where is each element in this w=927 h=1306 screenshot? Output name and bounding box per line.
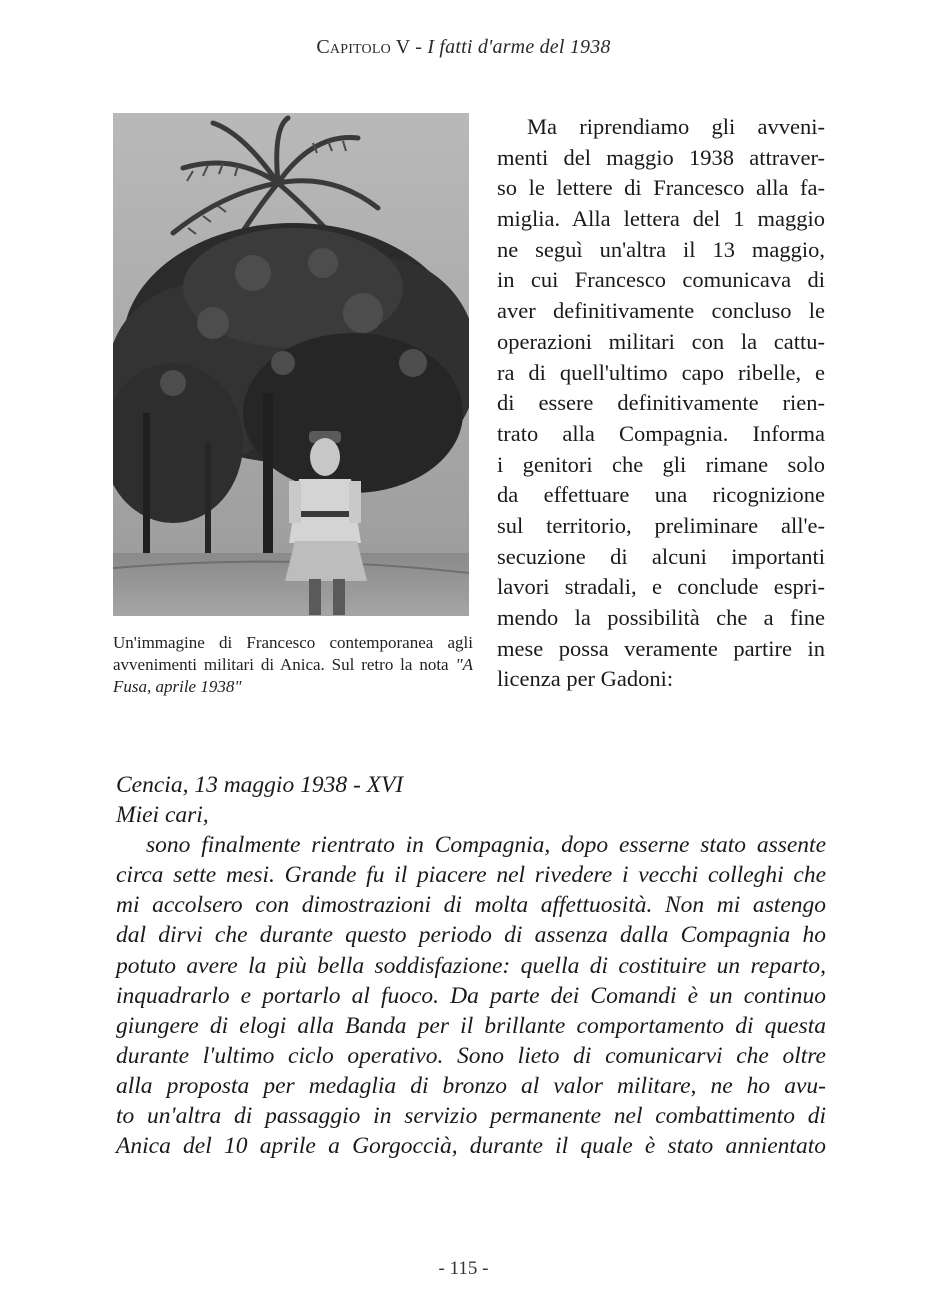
- letter-line: potuto avere la più bella soddisfazione: quella di costituire un reparto,: [116, 952, 826, 979]
- letter-dateline: Cencia, 13 maggio 1938 - XVI: [116, 772, 404, 798]
- paragraph-line: so le lettere di Francesco alla fa-: [497, 175, 825, 201]
- caption-quote: "A Fusa, aprile 1938": [113, 655, 473, 696]
- paragraph-line: miglia. Alla lettera del 1 maggio: [497, 206, 825, 232]
- letter-line: durante l'ultimo ciclo operativo. Sono lieto di comunicarvi che oltre: [116, 1042, 826, 1069]
- paragraph-line: mese possa veramente partire in: [497, 635, 825, 661]
- chapter-title: I fatti d'arme del 1938: [427, 36, 611, 58]
- paragraph-line: menti del maggio 1938 attraver-: [497, 144, 825, 170]
- page-number: - 115 -: [438, 1258, 489, 1279]
- photograph: [113, 113, 469, 616]
- paragraph-line: i genitori che gli rimane solo: [497, 451, 825, 477]
- letter-salutation: Miei cari,: [116, 802, 209, 829]
- paragraph-line: ra di quell'ultimo capo ribelle, e: [497, 359, 825, 385]
- quoted-letter: [116, 770, 826, 1161]
- caption-text: Un'immagine di Francesco contemporanea agli avvenimenti militari di Anica. Sul retro la nota: [113, 633, 473, 674]
- paragraph-line: ne seguì un'altra il 13 maggio,: [497, 236, 825, 262]
- letter-line: alla proposta per medaglia di bronzo al valor militare, ne ho avu-: [116, 1072, 826, 1099]
- letter-line: giungere di elogi alla Banda per il brillante comportamento di questa: [116, 1012, 826, 1039]
- letter-line: to un'altra di passaggio in servizio permanente nel combattimento di: [116, 1103, 826, 1130]
- paragraph-line: di essere definitivamente rien-: [497, 390, 825, 416]
- paragraph-line: operazioni militari con la cattu-: [497, 328, 825, 354]
- letter-line: mi accolsero con dimostrazioni di molta affettuosità. Non mi astengo: [116, 892, 826, 919]
- paragraph-line: trato alla Compagnia. Informa: [497, 420, 825, 446]
- paragraph-line: lavori stradali, e conclude espri-: [497, 574, 825, 600]
- paragraph-line: in cui Francesco comunicava di: [497, 267, 825, 293]
- letter-line: circa sette mesi. Grande fu il piacere nel rivedere i vecchi colleghi che: [116, 862, 826, 889]
- paragraph-line: aver definitivamente concluso le: [497, 298, 825, 324]
- running-header: [0, 36, 927, 59]
- letter-line: Anica del 10 aprile a Gorgoccià, durante il quale è stato annientato: [116, 1133, 826, 1160]
- paragraph-line: Ma riprendiamo gli avveni-: [527, 114, 825, 139]
- letter-line: sono finalmente rientrato in Compagnia, dopo esserne stato assente: [146, 832, 826, 859]
- paragraph-line: secuzione di alcuni importanti: [497, 543, 825, 569]
- letter-line: inquadrarlo e portarlo al fuoco. Da parte dei Comandi è un continuo: [116, 982, 826, 1009]
- photograph-of-man-under-palm-tree-icon: [113, 113, 469, 616]
- photo-caption: [113, 632, 473, 698]
- body-paragraph: [497, 112, 825, 695]
- paragraph-line: sul territorio, preliminare all'e-: [497, 512, 825, 538]
- paragraph-line: licenza per Gadoni:: [497, 666, 674, 692]
- paragraph-line: da effettuare una ricognizione: [497, 482, 825, 508]
- letter-line: dal dirvi che durante questo periodo di assenza dalla Compagnia ho: [116, 922, 826, 949]
- paragraph-line: mendo la possibilità che a fine: [497, 605, 825, 630]
- chapter-label: Capitolo V -: [316, 36, 423, 58]
